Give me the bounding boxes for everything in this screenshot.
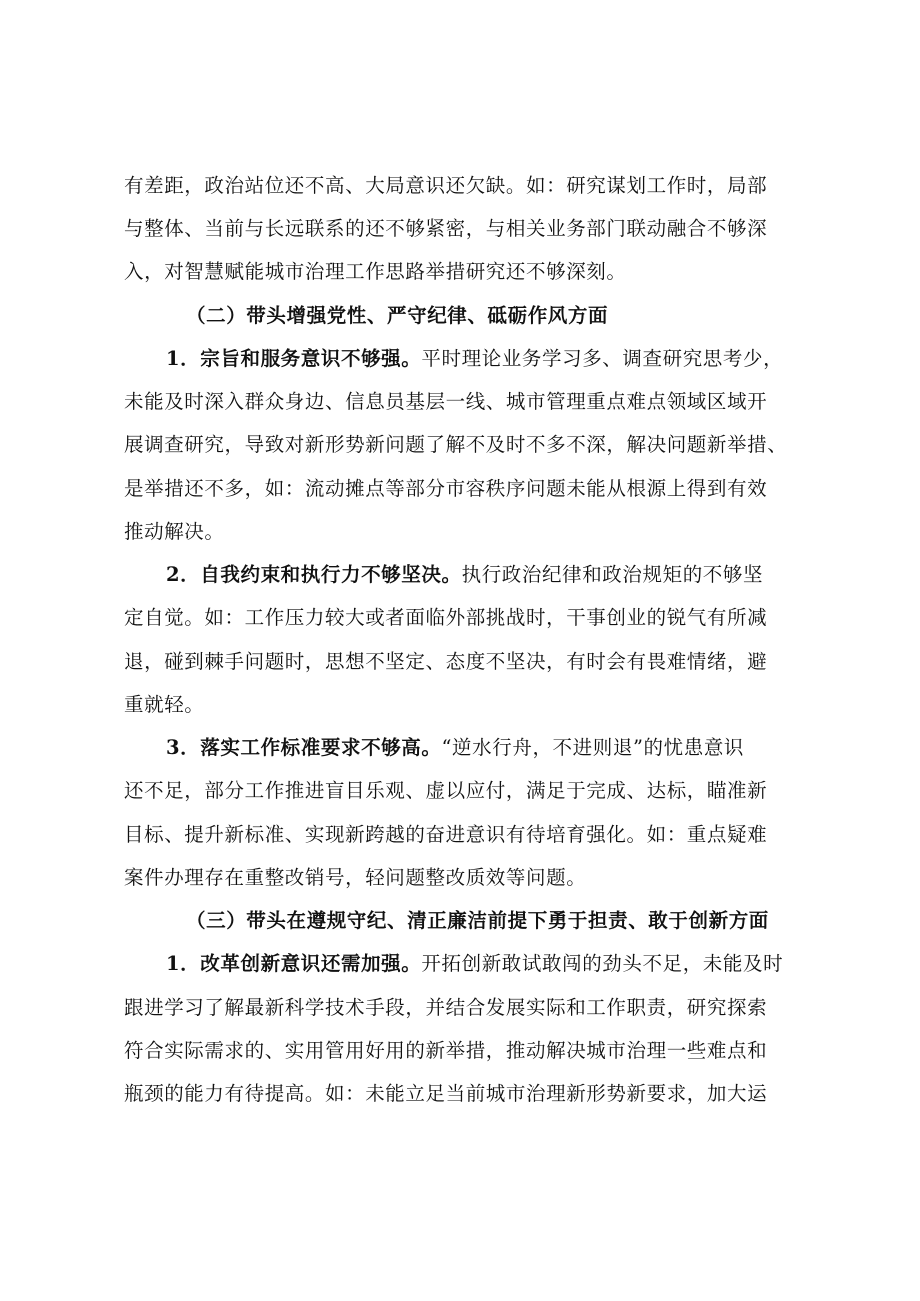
item-number: 3． [166, 736, 201, 759]
list-item-line [166, 734, 866, 762]
paragraph-line: 案件办理存在重整改销号，轻问题整改质效等问题。 [124, 866, 587, 889]
item-title: 宗旨和服务意识不够强。 [200, 347, 422, 370]
paragraph-line: 未能及时深入群众身边、信息员基层一线、城市管理重点难点领域区域开 [124, 390, 768, 413]
paragraph-line: 入，对智慧赋能城市治理工作思路举措研究还不够深刻。 [124, 260, 627, 283]
list-item-line [166, 345, 866, 373]
paragraph-line: 目标、提升新标准、实现新跨越的奋进意识有待培育强化。如：重点疑难 [124, 823, 768, 846]
paragraph-line: 跟进学习了解最新科学技术手段，并结合发展实际和工作职责，研究探索 [124, 996, 768, 1019]
item-text: 平时理论业务学习多、调查研究思考少， [421, 347, 784, 370]
paragraph-line: 还不足，部分工作推进盲目乐观、虚以应付，满足于完成、达标，瞄准新 [124, 779, 768, 802]
list-item-line [166, 950, 866, 978]
item-title: 自我约束和执行力不够坚决。 [200, 563, 462, 586]
paragraph-line: 重就轻。 [124, 693, 205, 716]
item-text: 开拓创新敢试敢闯的劲头不足，未能及时 [421, 952, 784, 975]
paragraph-line: 退，碰到棘手问题时，思想不坚定、态度不坚决，有时会有畏难情绪，避 [124, 650, 768, 673]
section-heading: （二）带头增强党性、严守纪律、砥砺作风方面 [186, 304, 609, 327]
paragraph-line: 符合实际需求的、实用管用好用的新举措，推动解决城市治理一些难点和 [124, 1039, 768, 1062]
item-text: “逆水行舟，不进则退”的忧患意识 [441, 736, 745, 759]
paragraph-line: 瓶颈的能力有待提高。如：未能立足当前城市治理新形势新要求，加大运 [124, 1082, 768, 1105]
paragraph-line: 与整体、当前与长远联系的还不够紧密，与相关业务部门联动融合不够深 [124, 217, 768, 240]
item-title: 改革创新意识还需加强。 [200, 952, 422, 975]
list-item-line [166, 561, 866, 589]
paragraph-line: 推动解决。 [124, 520, 225, 543]
paragraph-line: 是举措还不多，如：流动摊点等部分市容秩序问题未能从根源上得到有效 [124, 477, 768, 500]
section-heading: （三）带头在遵规守纪、清正廉洁前提下勇于担责、敢于创新方面 [186, 909, 769, 932]
item-number: 2． [166, 563, 201, 586]
paragraph-line: 有差距，政治站位还不高、大局意识还欠缺。如：研究谋划工作时，局部 [124, 174, 768, 197]
item-title: 落实工作标准要求不够高。 [200, 736, 442, 759]
item-text: 执行政治纪律和政治规矩的不够坚 [461, 563, 764, 586]
paragraph-line: 展调查研究，导致对新形势新问题了解不及时不多不深，解决问题新举措、 [124, 433, 788, 456]
item-number: 1． [166, 347, 201, 370]
paragraph-line: 定自觉。如：工作压力较大或者面临外部挑战时，干事创业的锐气有所减 [124, 606, 768, 629]
item-number: 1． [166, 952, 201, 975]
